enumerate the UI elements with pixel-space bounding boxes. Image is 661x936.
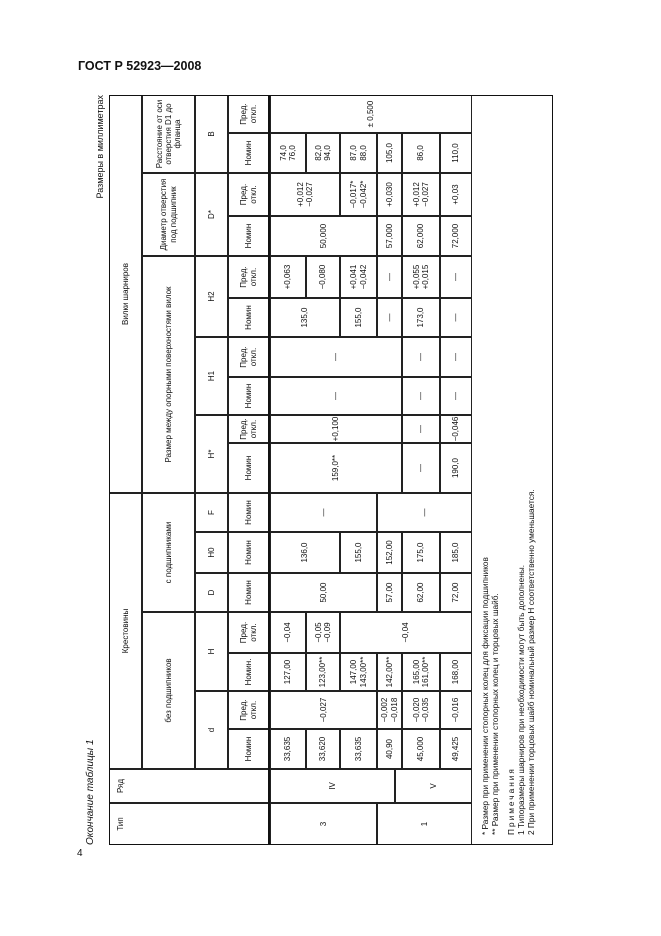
table-cell: — — [440, 298, 472, 337]
table-cell: ± 0,500 — [270, 95, 472, 133]
table-cell: V — [395, 769, 472, 803]
table-cell: — — [440, 377, 472, 415]
header-Dstar: D* — [195, 173, 228, 256]
table-cell: 87,0 88,0 — [340, 133, 377, 173]
table-cell: −0,04 — [340, 612, 472, 653]
table-cell: 147,00 143,00** — [340, 653, 377, 691]
table-cell: 175,0 — [402, 532, 440, 573]
table-cell: — — [440, 256, 472, 298]
header-nom: Номин — [228, 532, 269, 573]
table-cell: 127,00 — [270, 653, 306, 691]
table-notes — [472, 95, 553, 845]
table-cell: 173,0 — [402, 298, 440, 337]
header-pred: Пред. откл. — [228, 337, 269, 377]
header-B: B — [195, 95, 228, 173]
header-nom: Номин — [228, 729, 269, 769]
notes-title: Примечания — [506, 767, 516, 835]
table-cell: −0,04 — [270, 612, 306, 653]
table-cell: 40,90 — [377, 729, 402, 769]
header-divider — [268, 95, 270, 845]
table-cell: — — [440, 337, 472, 377]
table-cell: 33,635 — [340, 729, 377, 769]
header-pred: Пред. откл. — [228, 415, 269, 443]
table-cell: 136,0 — [270, 532, 340, 573]
table-cell: +0,063 — [270, 256, 306, 298]
table-cell: −0,080 — [306, 256, 340, 298]
table-cell: — — [377, 256, 402, 298]
header-nom: Номин — [228, 493, 269, 532]
table-cell: 57,000 — [377, 216, 402, 256]
table-cell: — — [377, 298, 402, 337]
table-cell: +0,041 −0,042 — [340, 256, 377, 298]
table-cell: 1 — [377, 803, 472, 845]
table-cell: — — [402, 443, 440, 493]
table-cell: 168,00 — [440, 653, 472, 691]
table-cell: +0,100 — [270, 415, 402, 443]
table-cell: 165,00 161,00** — [402, 653, 440, 691]
table-cell: 62,000 — [402, 216, 440, 256]
header-F: F — [195, 493, 228, 532]
table-cell: 50,00 — [270, 573, 377, 612]
table-cell: −0,020 −0,035 — [402, 691, 440, 729]
header-pred: Пред. откл. — [228, 612, 269, 653]
table-cell: 190,0 — [440, 443, 472, 493]
header-without-bearings: без подшипников — [142, 612, 195, 769]
table-cell: 110,0 — [440, 133, 472, 173]
header-d: d — [195, 691, 228, 769]
header-pred: Пред. откл. — [228, 95, 269, 133]
table-cell: 3 — [270, 803, 377, 845]
note-2: 2 При применении торцовых шайб номинальный размер H соответственно уменьшается. — [526, 489, 536, 835]
header-H: H — [195, 612, 228, 691]
header-H2: H2 — [195, 256, 228, 337]
header-vilki: Вилки шарниров — [109, 95, 142, 493]
footnote-1: * Размер при применении стопорных колец для фиксации подшипников — [480, 557, 490, 835]
header-distance: Расстояние от оси отверстия D1 до фланца — [142, 95, 195, 173]
table-cell: +0,03 — [440, 173, 472, 216]
table-cell: — — [402, 415, 440, 443]
header-nom: Номин — [228, 573, 269, 612]
header-pred: Пред. откл. — [228, 256, 269, 298]
table-cell: 62,00 — [402, 573, 440, 612]
rotated-table-block — [85, 95, 553, 845]
header-krestoviny: Крестовины — [109, 493, 142, 769]
table-cell: 72,000 — [440, 216, 472, 256]
table-cell: 185,0 — [440, 532, 472, 573]
page-number: 4 — [77, 848, 83, 859]
document-id: ГОСТ Р 52923—2008 — [78, 59, 202, 73]
header-pred: Пред. откл. — [228, 173, 269, 216]
table-cell: 33,620 — [306, 729, 340, 769]
table-cell: — — [270, 337, 402, 377]
table-cell: +0,055 +0,015 — [402, 256, 440, 298]
table-cell: +0,012 −0,027 — [402, 173, 440, 216]
header-nom: Номин — [228, 133, 269, 173]
table-cell: 123,00** — [306, 653, 340, 691]
table-cell: 135,0 — [270, 298, 340, 337]
header-tip: Тип — [109, 803, 269, 845]
table-cell: 142,00** — [377, 653, 402, 691]
table-cell: 49,425 — [440, 729, 472, 769]
units-note: Размеры в миллиметрах — [95, 95, 105, 199]
table-cell: +0,030 — [377, 173, 402, 216]
table-cell: 152,00 — [377, 532, 402, 573]
table-cell: 72,00 — [440, 573, 472, 612]
table-cell: −0,046 — [440, 415, 472, 443]
header-H0: H0 — [195, 532, 228, 573]
header-nom: Номин — [228, 377, 269, 415]
table-cell: 159,0** — [270, 443, 402, 493]
header-diameter: Диаметр отверстия под подшипник — [142, 173, 195, 256]
table-cell: — — [377, 493, 472, 532]
table-cell: −0,027 — [270, 691, 377, 729]
table-continuation-caption: Окончание таблицы 1 — [85, 739, 96, 845]
table-cell: 33,635 — [270, 729, 306, 769]
header-razmer: Размер между опорными поверхностями вилок — [142, 256, 195, 493]
footnote-2: ** Размер при применении стопорных колец и торцовых шайб. — [490, 593, 500, 835]
header-nom: Номин — [228, 298, 269, 337]
header-nom: Номин. — [228, 653, 269, 691]
table-cell: −0,017* −0,042* — [340, 173, 377, 216]
table-cell: 74,0 76,0 — [270, 133, 306, 173]
table-cell: 86,0 — [402, 133, 440, 173]
table-cell: — — [402, 377, 440, 415]
table-cell: 155,0 — [340, 298, 377, 337]
header-nom: Номин — [228, 216, 269, 256]
table-cell: 45,000 — [402, 729, 440, 769]
header-nom: Номин — [228, 443, 269, 493]
table-cell: 50,000 — [270, 216, 377, 256]
header-H1: H1 — [195, 337, 228, 415]
header-with-bearings: с подшипниками — [142, 493, 195, 612]
table-cell: +0,012 −0,027 — [270, 173, 340, 216]
table-cell: — — [270, 377, 402, 415]
table-cell: −0,016 — [440, 691, 472, 729]
table-cell: — — [402, 337, 440, 377]
table-cell: IV — [270, 769, 395, 803]
note-1: 1 Типоразмеры шарниров при необходимости могут быть дополнены. — [516, 564, 526, 835]
table-cell: 82,0 94,0 — [306, 133, 340, 173]
table-cell: −0,002 −0,018 — [377, 691, 402, 729]
table-cell: 105,0 — [377, 133, 402, 173]
table-cell: 57,00 — [377, 573, 402, 612]
table-cell: −0,05 −0,09 — [306, 612, 340, 653]
table-cell: 155,0 — [340, 532, 377, 573]
table-cell: — — [270, 493, 377, 532]
header-D: D — [195, 573, 228, 612]
header-Hstar: H* — [195, 415, 228, 493]
header-pred: Пред. откл. — [228, 691, 269, 729]
header-ryad: Ряд — [109, 769, 269, 803]
